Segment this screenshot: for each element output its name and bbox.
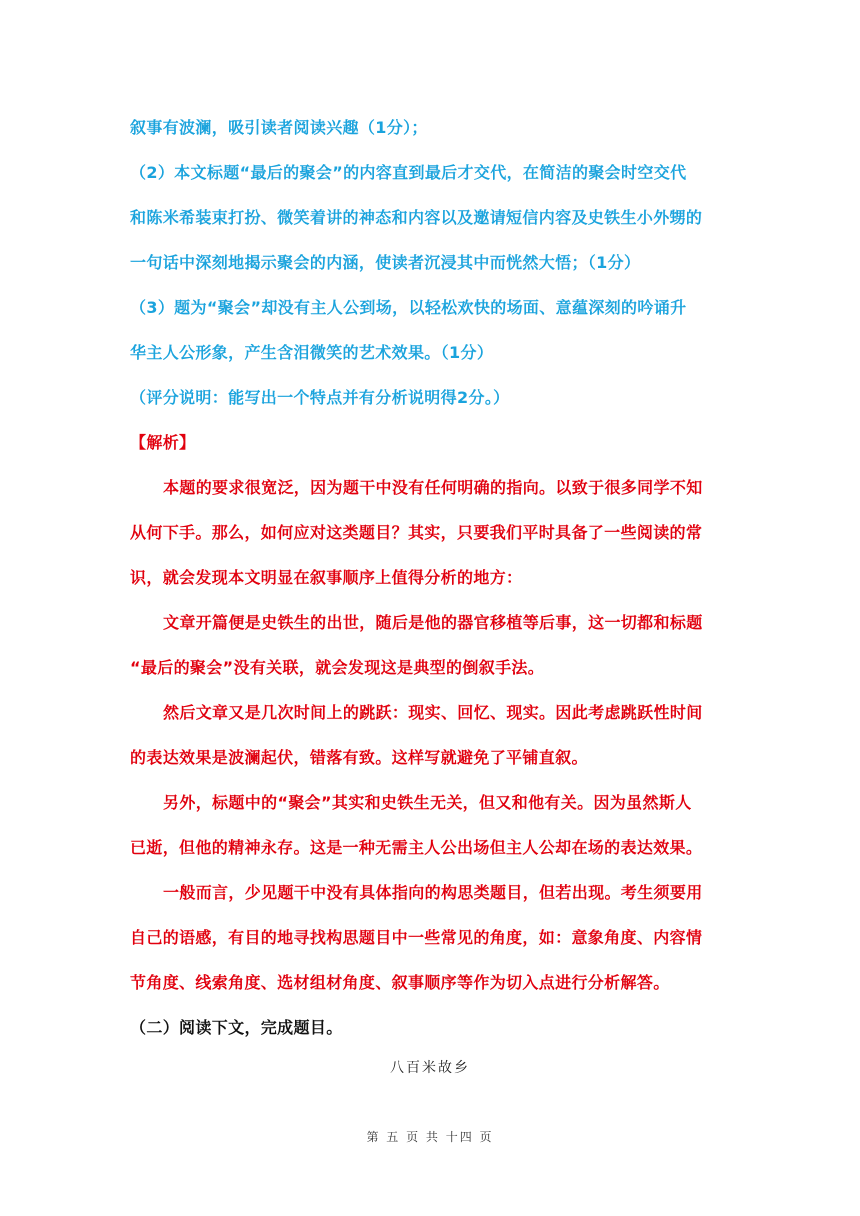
answer-line: （3）题为“聚会”却没有主人公到场，以轻松欢快的场面、意蕴深刻的吟诵升	[130, 298, 687, 317]
analysis-line: 已逝，但他的精神永存。这是一种无需主人公出场但主人公却在场的表达效果。	[130, 838, 703, 857]
analysis-line: “最后的聚会”没有关联，就会发现这是典型的倒叙手法。	[130, 658, 545, 677]
analysis-line: 的表达效果是波澜起伏，错落有致。这样写就避免了平铺直叙。	[130, 748, 588, 767]
answer-line: 叙事有波澜，吸引读者阅读兴趣（1分）；	[130, 118, 428, 137]
article-title: 八百米故乡	[390, 1060, 470, 1076]
answer-line: 和陈米希装束打扮、微笑着讲的神态和内容以及邀请短信内容及史铁生小外甥的	[130, 208, 703, 227]
analysis-line: 自己的语感，有目的地寻找构思题目中一些常见的角度，如：意象角度、内容情	[130, 928, 703, 947]
analysis-line: 从何下手。那么，如何应对这类题目？其实，只要我们平时具备了一些阅读的常	[130, 523, 703, 542]
analysis-line: 然后文章又是几次时间上的跳跃：现实、回忆、现实。因此考虑跳跃性时间	[163, 703, 703, 722]
analysis-line: 文章开篇便是史铁生的出世，随后是他的器官移植等后事，这一切都和标题	[163, 613, 703, 632]
answer-line: 华主人公形象，产生含泪微笑的艺术效果。（1分）	[130, 343, 494, 362]
analysis-heading: 【解析】	[130, 433, 196, 452]
analysis-line: 另外，标题中的“聚会”其实和史铁生无关，但又和他有关。因为虽然斯人	[163, 793, 692, 812]
answer-line: （2）本文标题“最后的聚会”的内容直到最后才交代，在简洁的聚会时空交代	[130, 163, 687, 182]
analysis-line: 本题的要求很宽泛，因为题干中没有任何明确的指向。以致于很多同学不知	[163, 478, 703, 497]
section-heading: （二）阅读下文，完成题目。	[130, 1018, 343, 1037]
answer-line: 一句话中深刻地揭示聚会的内涵，使读者沉浸其中而恍然大悟；（1分）	[130, 253, 641, 272]
scoring-note: （评分说明：能写出一个特点并有分析说明得2分。）	[130, 388, 510, 407]
page-footer: 第 五 页 共 十四 页	[366, 1130, 494, 1144]
analysis-line: 节角度、线索角度、选材组材角度、叙事顺序等作为切入点进行分析解答。	[130, 973, 670, 992]
analysis-line: 识，就会发现本文明显在叙事顺序上值得分析的地方：	[130, 568, 523, 587]
analysis-line: 一般而言，少见题干中没有具体指向的构思类题目，但若出现。考生须要用	[163, 883, 703, 902]
